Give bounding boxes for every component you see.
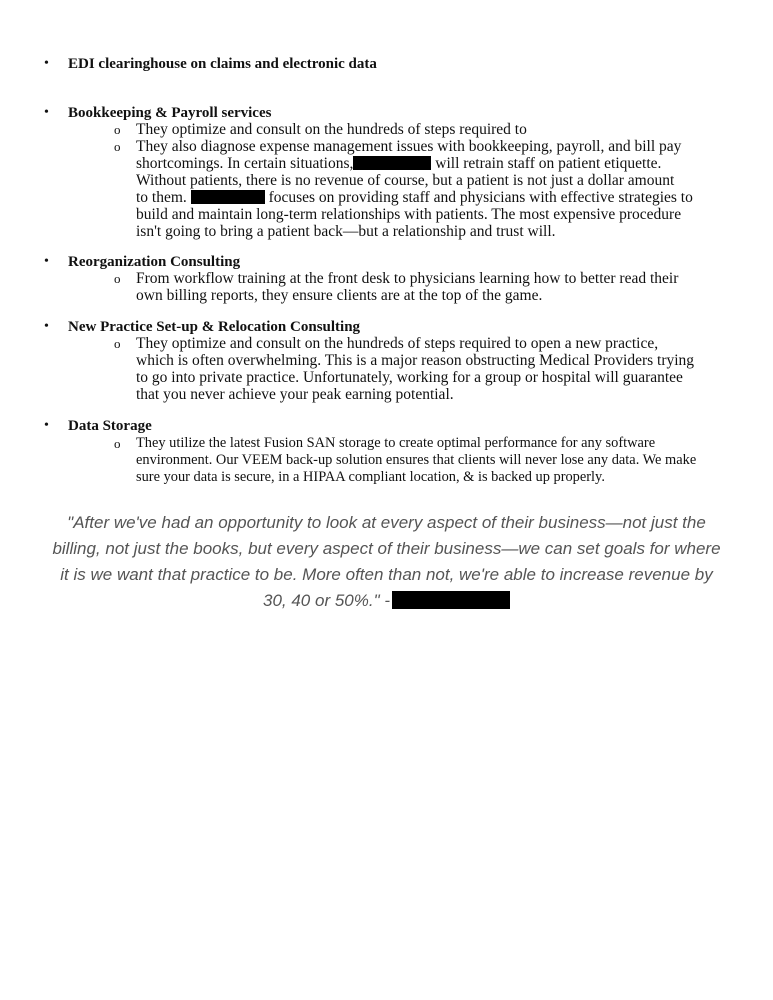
bullet: • — [44, 56, 49, 71]
paragraph-line: They utilize the latest Fusion SAN storage to create optimal performance for any software — [136, 435, 656, 451]
paragraph-line: own billing reports, they ensure clients are at the top of the game. — [136, 287, 543, 304]
section-heading: Bookkeeping & Payroll services — [68, 105, 272, 121]
section-edi — [40, 55, 753, 75]
bullet: • — [44, 254, 49, 269]
list-item — [114, 121, 753, 138]
paragraph-line: Without patients, there is no revenue of course, but a patient is not just a dollar amount — [136, 172, 675, 189]
bullet: • — [44, 418, 49, 433]
section-bookkeeping — [40, 104, 753, 240]
sub-bullet: o — [114, 436, 121, 451]
section-heading: New Practice Set-up & Relocation Consulting — [68, 319, 361, 335]
section-data-storage — [40, 417, 753, 486]
redaction-bar — [353, 156, 431, 170]
section-heading: Reorganization Consulting — [68, 254, 241, 270]
sub-bullet: o — [114, 122, 121, 137]
list-item — [114, 335, 753, 403]
paragraph-line: sure your data is secure, in a HIPAA compliant location, & is backed up properly. — [136, 469, 605, 485]
paragraph-line: that you never achieve your peak earning potential. — [136, 386, 454, 403]
quote-line: it is we want that practice to be. More often than not, we're able to increase revenue by — [60, 565, 713, 584]
redaction-bar — [191, 190, 265, 204]
list-item — [114, 138, 753, 240]
paragraph-line: They optimize and consult on the hundreds of steps required to open a new practice, — [136, 335, 659, 352]
quote-line: billing, not just the books, but every aspect of their business—we can set goals for where — [52, 539, 721, 558]
list-item — [114, 270, 753, 304]
paragraph-line: to go into private practice. Unfortunately, working for a group or hospital will guarantee — [136, 369, 683, 386]
paragraph-line: They optimize and consult on the hundreds of steps required to — [136, 121, 527, 138]
section-new-practice — [40, 318, 753, 403]
paragraph-line: shortcomings. In certain situations, will retrain staff on patient etiquette. — [136, 155, 662, 172]
list-item — [114, 435, 753, 486]
paragraph-line: environment. Our VEEM back-up solution ensures that clients will never lose any data. We make — [136, 452, 697, 468]
sub-bullet: o — [114, 271, 121, 286]
paragraph-line: isn't going to bring a patient back—but a relationship and trust will. — [136, 223, 556, 240]
sub-bullet: o — [114, 336, 121, 351]
quote-line: "After we've had an opportunity to look at every aspect of their business—not just the — [67, 513, 706, 532]
bullet: • — [44, 319, 49, 334]
paragraph-line: build and maintain long-term relationships with patients. The most expensive procedure — [136, 206, 682, 223]
section-heading: EDI clearinghouse on claims and electronic data — [68, 56, 377, 72]
paragraph-line: From workflow training at the front desk to physicians learning how to better read their — [136, 270, 679, 287]
redaction-bar — [392, 591, 510, 609]
paragraph-line: They also diagnose expense management issues with bookkeeping, payroll, and bill pay — [136, 138, 682, 155]
paragraph-line: to them. focuses on providing staff and physicians with effective strategies to — [136, 189, 693, 206]
sub-bullet: o — [114, 139, 121, 154]
bullet: • — [44, 105, 49, 120]
testimonial-quote — [30, 510, 743, 614]
section-heading: Data Storage — [68, 418, 152, 434]
quote-line: 30, 40 or 50%." - — [30, 588, 743, 614]
section-reorganization — [40, 253, 753, 304]
paragraph-line: which is often overwhelming. This is a major reason obstructing Medical Providers trying — [136, 352, 695, 369]
